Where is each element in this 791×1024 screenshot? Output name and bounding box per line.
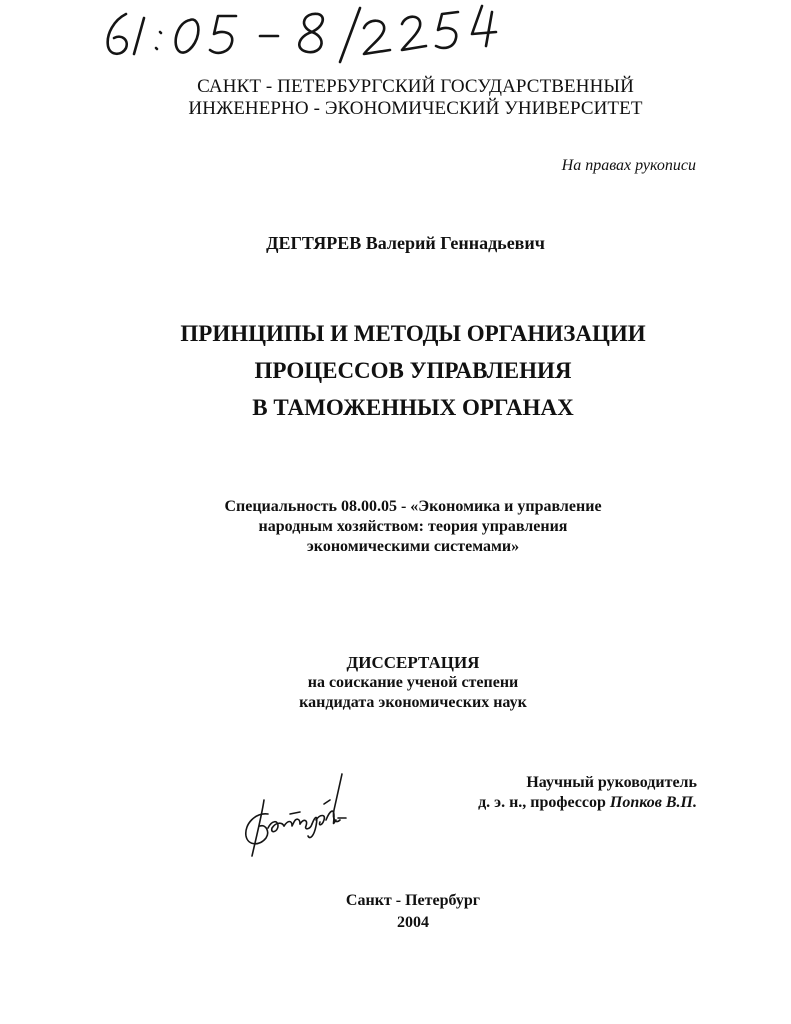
advisor-name: Попков В.П. bbox=[609, 794, 697, 811]
title-line-3: В ТАМОЖЕННЫХ ОРГАНАХ bbox=[252, 395, 574, 420]
title-line-1: ПРИНЦИПЫ И МЕТОДЫ ОРГАНИЗАЦИИ bbox=[180, 321, 646, 346]
manuscript-note: На правах рукописи bbox=[561, 157, 696, 174]
signature bbox=[238, 770, 378, 862]
signature-strokes bbox=[238, 770, 378, 862]
place-and-year bbox=[0, 890, 791, 934]
institution-line-1: САНКТ - ПЕТЕРБУРГСКИЙ ГОСУДАРСТВЕННЫЙ bbox=[197, 76, 634, 97]
author-name bbox=[0, 233, 791, 254]
advisor-role: Научный руководитель bbox=[526, 774, 697, 791]
degree-block bbox=[0, 653, 791, 713]
institution-line-2: ИНЖЕНЕРНО - ЭКОНОМИЧЕСКИЙ УНИВЕРСИТЕТ bbox=[188, 98, 643, 119]
dissertation-label: ДИССЕРТАЦИЯ bbox=[346, 653, 480, 672]
advisor-block bbox=[478, 773, 697, 813]
year: 2004 bbox=[397, 914, 429, 931]
dissertation-title bbox=[0, 315, 791, 426]
institution-name bbox=[0, 76, 791, 120]
specialty-line-1: Специальность 08.00.05 - «Экономика и управление bbox=[224, 498, 602, 515]
author-name-text: ДЕГТЯРЕВ Валерий Геннадьевич bbox=[266, 233, 545, 253]
advisor-credentials bbox=[478, 793, 697, 813]
handwritten-archive-code-strokes bbox=[98, 2, 518, 68]
city: Санкт - Петербург bbox=[345, 892, 481, 909]
degree-line-2: кандидата экономических наук bbox=[299, 694, 527, 711]
specialty-line-2: народным хозяйством: теория управления bbox=[258, 518, 568, 535]
degree-line-1: на соискание ученой степени bbox=[307, 674, 519, 691]
specialty-line-3: экономическими системами» bbox=[306, 538, 520, 555]
handwritten-archive-code bbox=[98, 2, 518, 68]
advisor-degree: д. э. н., профессор bbox=[478, 794, 606, 811]
title-line-2: ПРОЦЕССОВ УПРАВЛЕНИЯ bbox=[254, 358, 572, 383]
specialty-block bbox=[0, 497, 791, 557]
